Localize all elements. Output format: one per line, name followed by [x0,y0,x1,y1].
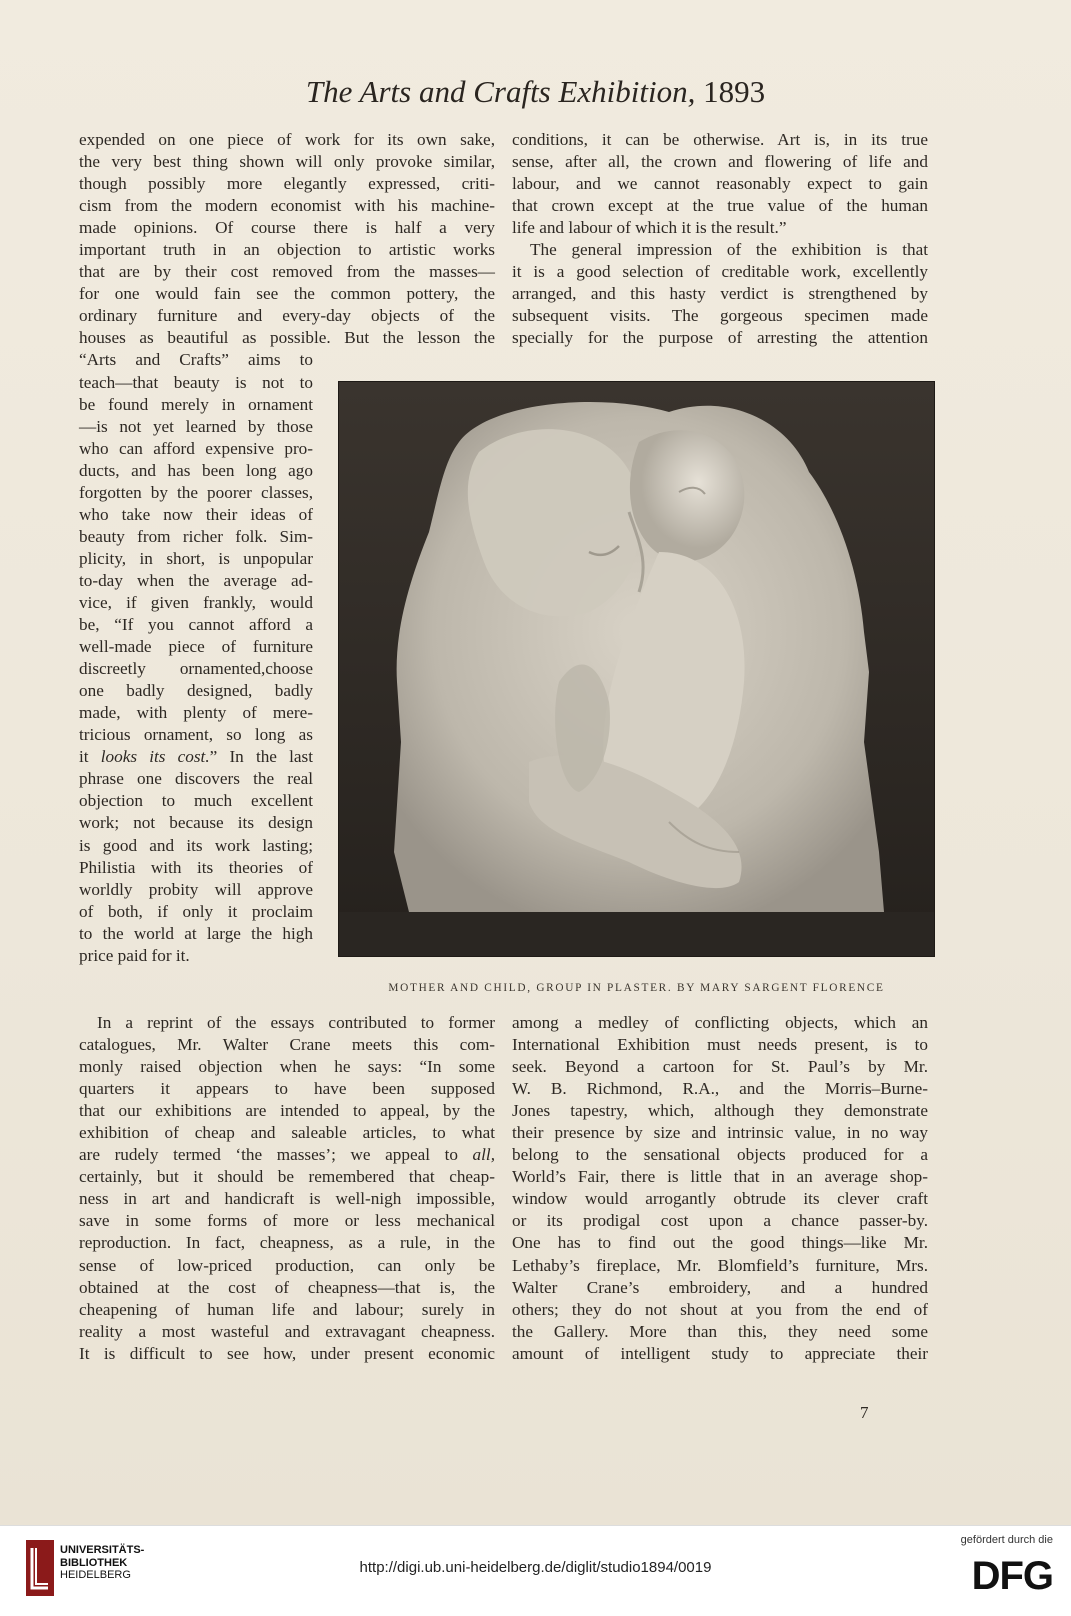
text-line: sense of low-priced production, can only be [79,1255,495,1275]
library-line-2: BIBLIOTHEK [60,1556,128,1569]
text-line: houses as beautiful as possible. But the lesson the [79,328,495,348]
text-line: beauty from richer folk. Sim- [79,526,313,546]
text-line: sense, after all, the crown and flowering of life and [512,152,928,172]
text-line: In a reprint of the essays contributed to former [97,1013,495,1032]
funding-note: gefördert durch die [960,1534,1053,1546]
text-line: others; they do not shout at you from the end of [512,1299,928,1319]
text-line: worldly probity will approve [79,879,313,899]
source-url-link[interactable]: http://digi.ub.uni-heidelberg.de/diglit/studio1894/0019 [359,1559,712,1576]
text-line: It is difficult to see how, under present economic [79,1343,495,1363]
text-line: “Arts and Crafts” aims to [79,350,313,370]
text-line: or its prodigal cost upon a chance passer-by. [512,1211,928,1231]
text-line: be found merely in ornament [79,394,313,414]
text-line: conditions, it can be otherwise. Art is, in its true [512,130,928,149]
text-line: cism from the modern economist with his machine- [79,196,495,216]
right-column-bottom [512,1012,928,1365]
text-line: One has to find out the good things—like Mr. [512,1233,928,1253]
dfg-logo: DFG [971,1554,1053,1598]
text-line: well-made piece of furniture [79,637,313,657]
text-line: Jones tapestry, which, although they demonstrate [512,1101,928,1121]
text-line: to-day when the average ad- [79,570,313,590]
text-line: made, with plenty of mere- [79,703,313,723]
text-line: though possibly more elegantly expressed, criti- [79,174,495,194]
text-line: of both, if only it proclaim [79,901,313,921]
text-line: belong to the sensational objects produced for a [512,1145,928,1165]
text-line: seek. Beyond a cartoon for St. Paul’s by Mr. [512,1057,928,1077]
text-line: for one would fain see the common pottery, the [79,284,495,304]
text-line: expended on one piece of work for its own sake, [79,130,495,149]
text-line: forgotten by the poorer classes, [79,482,313,502]
text-line: monly raised objection when he says: “In some [79,1057,495,1077]
plaster-relief-photograph [339,382,934,956]
text-line: to the world at large the high [79,923,313,943]
text-line: price paid for it. [79,945,190,965]
relief-illustration [339,382,934,956]
text-line: obtained at the cost of cheapness—that is, the [79,1277,495,1297]
left-column-bottom [79,1012,495,1365]
digitization-footer [0,1525,1071,1616]
text-line: quarters it appears to have been supposed [79,1079,495,1099]
text-line: ordinary furniture and every-day objects of the [79,306,495,326]
text-line: plicity, in short, is unpopular [79,548,313,568]
text-line: ness in art and handicraft is well-nigh impossible, [79,1189,495,1209]
text-line: teach—that beauty is not to [79,372,313,392]
text-line: Philistia with its theories of [79,857,313,877]
text-line: subsequent visits. The gorgeous specimen made [512,306,928,326]
library-line-3: HEIDELBERG [60,1569,131,1581]
text-line: phrase one discovers the real [79,769,313,789]
text-line: that crown except at the true value of the human [512,196,928,216]
text-line: are rudely termed ‘the masses’; we appeal to all, [79,1145,495,1165]
text-line: —is not yet learned by those [79,416,313,436]
text-line: catalogues, Mr. Walter Crane meets this com- [79,1035,495,1055]
page-number: 7 [860,1403,869,1422]
library-line-1: UNIVERSITÄTS- [60,1544,145,1556]
text-line: work; not because its design [79,813,313,833]
right-column-top [512,129,928,349]
text-line: W. B. Richmond, R.A., and the Morris–Burne- [512,1079,928,1099]
text-line: reproduction. In fact, cheapness, as a rule, in the [79,1233,495,1253]
text-line: exhibition of cheap and saleable articles, to what [79,1123,495,1143]
text-line: The general impression of the exhibition is that [530,240,928,260]
text-line: life and labour of which it is the result.” [512,218,787,238]
text-line: certainly, but it should be remembered that cheap- [79,1167,495,1187]
text-line: made opinions. Of course there is half a very [79,218,495,238]
text-line: the very best thing shown will only provoke similar, [79,152,495,172]
text-line: objection to much excellent [79,791,313,811]
text-line: that are by their cost removed from the masses— [79,262,495,282]
text-line: Walter Crane’s embroidery, and a hundred [512,1277,928,1297]
text-line: it is a good selection of creditable work, excellently [512,262,928,282]
text-line: be, “If you cannot afford a [79,615,313,635]
text-line: who can afford expensive pro- [79,438,313,458]
text-line: the Gallery. More than this, they need some [512,1321,928,1341]
header-title: The Arts and Crafts Exhibition, [305,74,696,109]
text-line: ducts, and has been long ago [79,460,313,480]
text-line: tricious ornament, so long as [79,725,313,745]
text-line: specially for the purpose of arresting the attention [512,328,928,348]
text-line: vice, if given frankly, would [79,592,313,612]
text-line: World’s Fair, there is little that in an average shop- [512,1167,928,1187]
text-line: amount of intelligent study to appreciate their [512,1343,928,1363]
text-line: that our exhibitions are intended to appeal, by the [79,1101,495,1121]
text-line: among a medley of conflicting objects, which an [512,1013,928,1032]
header-year: 1893 [703,74,766,109]
text-line: who take now their ideas of [79,504,313,524]
figure-caption: MOTHER AND CHILD, GROUP IN PLASTER. BY MARY SARGENT FLORENCE [388,982,885,994]
text-line: cheapening of human life and labour; surely in [79,1299,495,1319]
text-line: it looks its cost.” In the last [79,747,313,767]
text-line: arranged, and this hasty verdict is strengthened by [512,284,928,304]
text-line: labour, and we cannot reasonably expect to gain [512,174,928,194]
text-line: International Exhibition must needs present, is to [512,1035,928,1055]
text-line: save in some forms of more or less mechanical [79,1211,495,1231]
running-header [0,74,1071,110]
text-line: reality a most wasteful and extravagant cheapness. [79,1321,495,1341]
text-line: their presence by size and intrinsic value, in no way [512,1123,928,1143]
text-line: Lethaby’s fireplace, Mr. Blomfield’s furniture, Mrs. [512,1255,928,1275]
text-line: one badly designed, badly [79,681,313,701]
text-line: is good and its work lasting; [79,835,313,855]
text-line: discreetly ornamented,choose [79,659,313,679]
text-line: important truth in an objection to artistic works [79,240,495,260]
text-line: window would arrogantly obtrude its clever craft [512,1189,928,1209]
